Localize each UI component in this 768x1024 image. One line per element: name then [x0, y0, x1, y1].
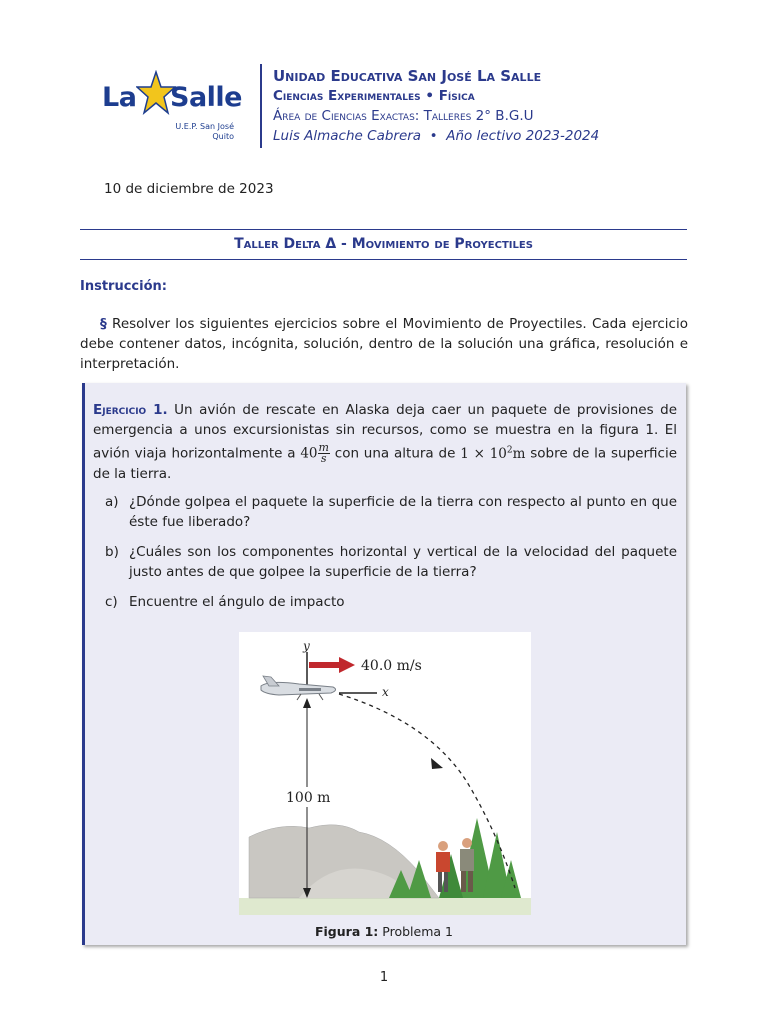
list-item — [105, 492, 677, 532]
y-axis-label: y — [303, 639, 310, 653]
title-rule-bottom — [80, 259, 687, 260]
caption-label: Figura 1: — [314, 924, 379, 939]
title-rule-top — [80, 229, 687, 230]
speed-unit: $\frac{m}{s}$ — [318, 441, 329, 465]
bullet-icon: • — [425, 128, 447, 144]
logo-text-la: La — [102, 82, 137, 113]
logo-subtitle: U.E.P. San José — [175, 122, 234, 131]
logo-city: Quito — [212, 132, 234, 141]
school-year: Año lectivo 2023-2024 — [446, 128, 600, 144]
header-divider — [260, 64, 262, 148]
ground — [239, 898, 531, 915]
department-line — [273, 86, 599, 106]
arrowhead-icon — [303, 698, 311, 708]
teacher-name: Luis Almache Cabrera — [273, 128, 422, 144]
teacher-line — [273, 126, 599, 146]
item-label: a) — [105, 494, 119, 510]
school-logo — [100, 70, 240, 145]
subject-name: Física — [438, 88, 475, 104]
item-text: Encuentre el ángulo de impacto — [129, 594, 345, 610]
section-mark: § — [100, 316, 107, 332]
page-number: 1 — [379, 970, 389, 985]
instruction-text: Resolver los siguientes ejercicios sobre el Movimiento de Proyectiles. Cada ejercicio debe contener datos, incógnita, solución, dentro de la solución una gráfica, resolución e interpretación. — [80, 316, 688, 372]
height-label: 100 m — [286, 790, 331, 806]
exercise-label: Ejercicio 1. — [93, 402, 168, 418]
figure-caption — [82, 924, 686, 939]
projectile-figure — [239, 632, 531, 915]
item-text: ¿Dónde golpea el paquete la superficie de la tierra con respecto al punto en que éste fue liberado? — [129, 494, 677, 530]
velocity-arrow — [309, 662, 341, 668]
list-item — [105, 592, 677, 612]
exercise-text-c: sobre de la superficie de la tierra. — [93, 445, 678, 482]
velocity-label: 40.0 m/s — [361, 658, 422, 674]
page-title: Taller Delta Δ - Movimiento de Proyectiles — [234, 236, 533, 252]
bullet-icon: • — [425, 88, 439, 104]
area-line: Área de Ciencias Exactas: Talleres 2° B.G.U — [273, 108, 534, 124]
figure-illustration — [239, 632, 531, 915]
logo-text-salle: Salle — [170, 82, 242, 113]
department-name: Ciencias Experimentales — [273, 88, 421, 104]
exercise-text-b: con una altura de — [334, 445, 456, 462]
school-name: Unidad Educativa San José La Salle — [273, 67, 542, 85]
instruction-paragraph — [80, 314, 688, 374]
airplane-icon — [261, 676, 336, 700]
instruction-heading: Instrucción: — [80, 279, 167, 294]
item-text: ¿Cuáles son los componentes horizontal y vertical de la velocidad del paquete justo antes de que golpee la superficie de la tierra? — [129, 544, 677, 580]
exercise-text-a: Un avión de rescate en Alaska deja caer un paquete de provisiones de emergencia a unos excursionistas sin recursos, como se muestra en la figura 1. El avión viaja horizontalmente a — [93, 402, 677, 462]
item-label: c) — [105, 594, 118, 610]
arrowhead-icon — [339, 657, 355, 673]
list-item — [105, 542, 677, 582]
caption-text: Problema 1 — [382, 924, 453, 939]
speed-value: 40 — [300, 445, 318, 462]
arrowhead-icon — [431, 758, 443, 769]
exercise-statement — [93, 400, 677, 484]
x-axis-label: x — [382, 685, 389, 699]
item-label: b) — [105, 544, 119, 560]
height-value: $1 \times 10^2m$ — [460, 445, 526, 462]
header-block — [273, 66, 599, 146]
document-date: 10 de diciembre de 2023 — [104, 181, 274, 197]
